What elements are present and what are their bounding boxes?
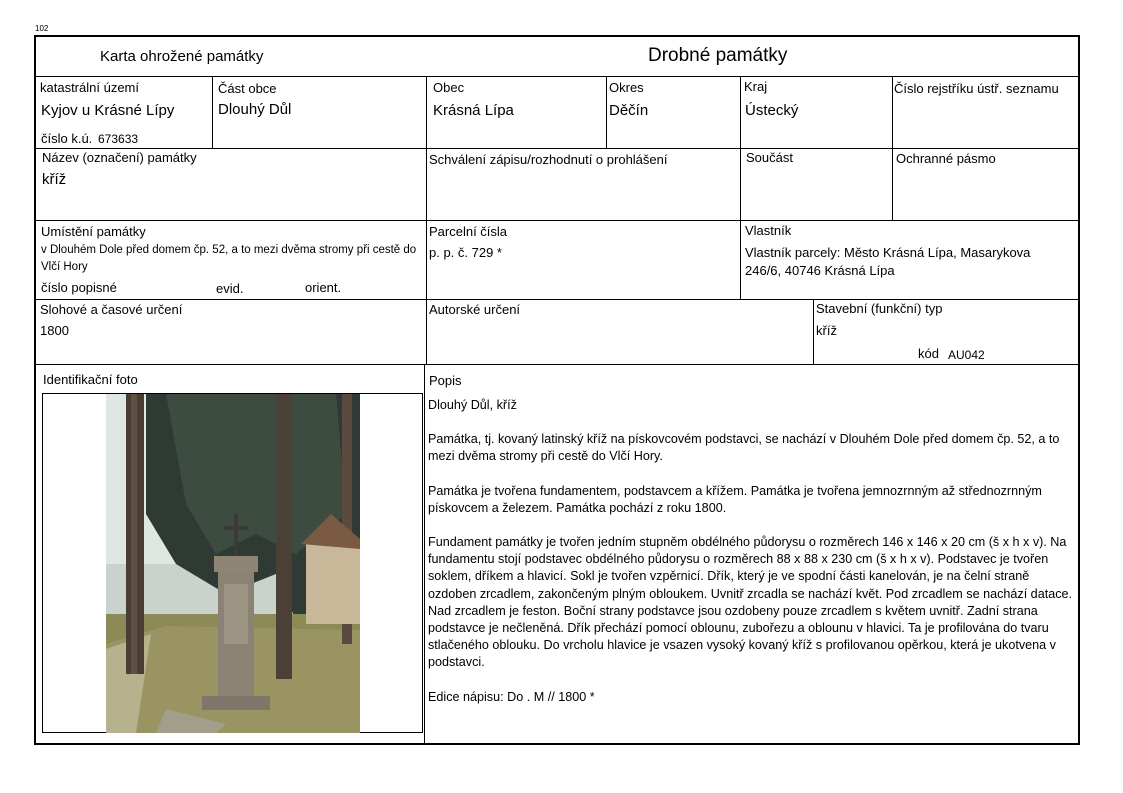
building-type-label: Stavební (funkční) typ xyxy=(816,301,943,316)
owner-label: Vlastník xyxy=(745,223,792,238)
cadastral-number-value: 673633 xyxy=(98,132,139,146)
card-type-title: Karta ohrožené památky xyxy=(100,48,264,65)
identification-photo-frame xyxy=(42,393,423,733)
approval-label: Schválení zápisu/rozhodnutí o prohlášení xyxy=(429,152,668,167)
cadastral-area-value: Kyjov u Krásné Lípy xyxy=(41,102,175,119)
monument-card xyxy=(34,35,1080,745)
description-paragraph: Fundament památky je tvořen jedním stupněm obdélného půdorysu o rozměrech 146 x 146 x 20 cm (š x h x v). Na fundamentu stojí podstavec obdélného půdorysu o rozměrech 88 x 88 x 230 cm (š x h x v). Podstavec je tvořen soklem, dříkem a hlavicí. Sokl je tvořen vzpěrnicí. Dřík, který je ve spodní části kanelován, je na čelní straně ozdoben zrcadlem, zakončeným plným obloukem. Uvnitř zrcadla se nachází květ. Pod zrcadlem se nachází datace. Nad zrcadlem je feston. Boční strany podstavce jsou ozdobeny pouze zrcadlem s květem uvnitř. Zadní strana podstavce je nečleněná. Dřík přechází pomocí oblounu, zubořezu a oblounu v hlavici. Ta je profilována do tvaru stlačeného oblouku. Do vrcholu hlavice je vsazen vysoký kovaný kříž s profilovanou opěrkou, která je ukotvena v podstavci. xyxy=(428,535,1072,670)
location-value: v Dlouhém Dole před domem čp. 52, a to mezi dvěma stromy při cestě do Vlčí Hory xyxy=(41,244,417,273)
author-label: Autorské určení xyxy=(429,302,521,317)
monument-name-label: Název (označení) památky xyxy=(42,150,197,165)
page-number: 102 xyxy=(35,24,49,33)
style-dating-value: 1800 xyxy=(40,323,69,338)
monument-name-value: kříž xyxy=(42,171,67,188)
region-value: Ústecký xyxy=(745,102,799,119)
cadastral-area-label: katastrální území xyxy=(40,80,139,95)
description-paragraph: Památka je tvořena fundamentem, podstavcem a křížem. Památka je tvořena jemnozrnným až střednozrnným pískovcem a železem. Památka pochází z roku 1800. xyxy=(428,483,1042,515)
component-label: Součást xyxy=(746,150,793,165)
municipal-part-label: Část obce xyxy=(218,81,277,96)
register-number-label: Číslo rejstříku ústř. seznamu xyxy=(894,81,1059,96)
description-paragraph: Edice nápisu: Do . M // 1800 * xyxy=(428,689,595,704)
identification-photo-label: Identifikační foto xyxy=(43,372,138,387)
cadastral-number-label: číslo k.ú. xyxy=(41,131,93,146)
owner-value: Vlastník parcely: Město Krásná Lípa, Masarykova 246/6, 40746 Krásná Lípa xyxy=(745,245,1031,278)
location-label: Umístění památky xyxy=(41,224,146,239)
house-number-label: číslo popisné xyxy=(41,280,117,295)
description-paragraph: Památka, tj. kovaný latinský kříž na pískovcovém podstavci, se nachází v Dlouhém Dole před domem čp. 52, a to mezi dvěma stromy při cestě do Vlčí Hory. xyxy=(428,432,1060,464)
protection-zone-label: Ochranné pásmo xyxy=(896,151,996,166)
code-value: AU042 xyxy=(948,348,985,362)
style-dating-label: Slohové a časové určení xyxy=(40,302,183,317)
evidence-number-label: evid. xyxy=(216,281,244,296)
parcel-numbers-label: Parcelní čísla xyxy=(429,224,508,239)
orientation-number-label: orient. xyxy=(305,280,342,295)
region-label: Kraj xyxy=(744,79,768,94)
monument-photo xyxy=(106,394,360,733)
description-text xyxy=(428,397,1076,723)
municipality-label: Obec xyxy=(433,80,465,95)
district-label: Okres xyxy=(609,80,644,95)
category-title: Drobné památky xyxy=(648,45,788,66)
description-label: Popis xyxy=(429,373,462,388)
municipal-part-value: Dlouhý Důl xyxy=(218,101,292,118)
code-label: kód xyxy=(918,346,939,361)
building-type-value: kříž xyxy=(816,323,837,338)
district-value: Děčín xyxy=(609,102,649,119)
municipality-value: Krásná Lípa xyxy=(433,102,514,119)
description-paragraph: Dlouhý Důl, kříž xyxy=(428,398,517,412)
parcel-numbers-value: p. p. č. 729 * xyxy=(429,245,502,260)
